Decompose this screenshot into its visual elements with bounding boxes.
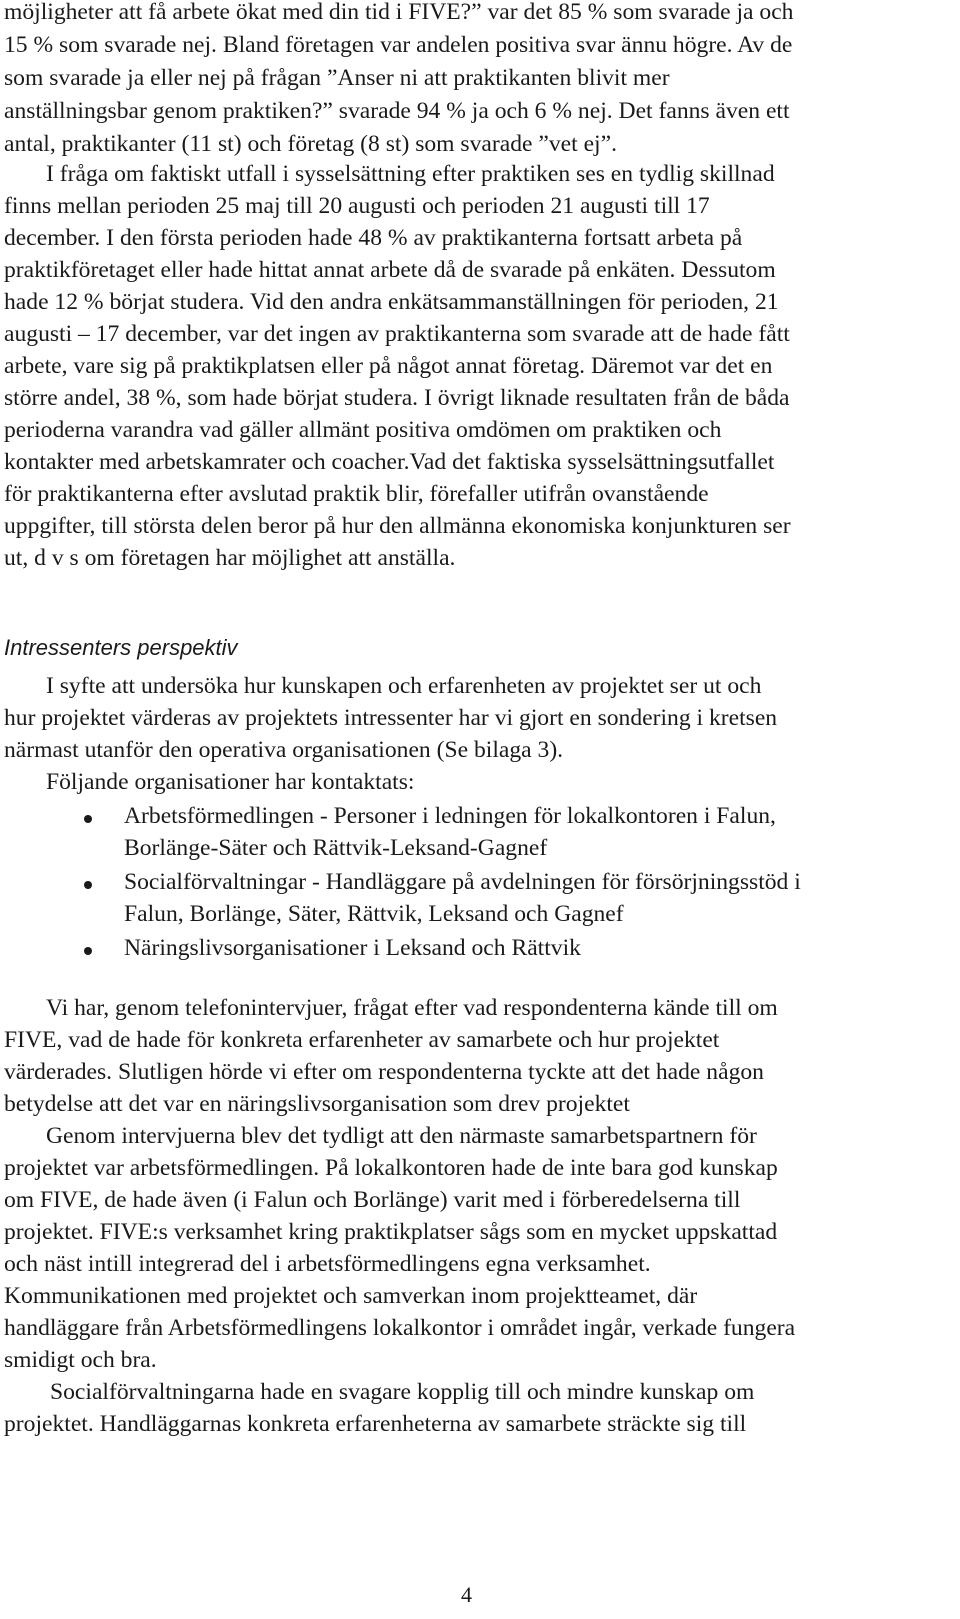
list-item-text: Näringslivsorganisationer i Leksand och Rättvik	[124, 935, 581, 961]
bullet-icon	[84, 881, 92, 889]
text-line: projektet var arbetsförmedlingen. På lokalkontoren hade de inte bara god kunskap	[4, 1155, 778, 1181]
text-line: hur projektet värderas av projektets intressenter har vi gjort en sondering i kretsen	[4, 705, 778, 731]
text-line: kontakter med arbetskamrater och coacher.Vad det faktiska sysselsättningsutfallet	[4, 449, 775, 475]
text-line: hade 12 % börjat studera. Vid den andra enkätsammanställningen för perioden, 21	[4, 289, 779, 315]
text-line: december. I den första perioden hade 48 % av praktikanterna fortsatt arbeta på	[4, 225, 743, 251]
text-line: 15 % som svarade nej. Bland företagen var andelen positiva svar ännu högre. Av de	[4, 32, 793, 58]
text-line: antal, praktikanter (11 st) och företag (8 st) som svarade ”vet ej”.	[4, 131, 617, 157]
list-item-text: Borlänge-Säter och Rättvik-Leksand-Gagnef	[124, 835, 548, 861]
text-line: Genom intervjuerna blev det tydligt att den närmaste samarbetspartnern för	[46, 1123, 757, 1149]
text-line: Socialförvaltningarna hade en svagare kopplig till och mindre kunskap om	[50, 1379, 755, 1405]
text-line: FIVE, vad de hade för konkreta erfarenheter av samarbete och hur projektet	[4, 1027, 720, 1053]
text-line: perioderna varandra vad gäller allmänt positiva omdömen om praktiken och	[4, 417, 722, 443]
text-line: smidigt och bra.	[4, 1347, 157, 1373]
text-line: Följande organisationer har kontaktats:	[46, 769, 415, 795]
text-line: I syfte att undersöka hur kunskapen och erfarenheten av projektet ser ut och	[46, 673, 762, 699]
text-line: arbete, vare sig på praktikplatsen eller på något annat företag. Däremot var det en	[4, 353, 773, 379]
text-line: om FIVE, de hade även (i Falun och Borlänge) varit med i förberedelserna till	[4, 1187, 741, 1213]
text-line: ut, d v s om företagen har möjlighet att anställa.	[4, 545, 456, 571]
page-number: 4	[461, 1582, 472, 1607]
section-heading: Intressenters perspektiv	[4, 635, 238, 660]
text-line: anställningsbar genom praktiken?” svarade 94 % ja och 6 % nej. Det fanns även ett	[4, 98, 790, 124]
text-line: för praktikanterna efter avslutad praktik blir, förefaller utifrån ovanstående	[4, 481, 709, 507]
text-line: som svarade ja eller nej på frågan ”Anser ni att praktikanten blivit mer	[4, 65, 670, 91]
list-item-text: Falun, Borlänge, Säter, Rättvik, Leksand och Gagnef	[124, 901, 624, 927]
text-line: praktikföretaget eller hade hittat annat arbete då de svarade på enkäten. Dessutom	[4, 257, 776, 283]
text-line: finns mellan perioden 25 maj till 20 augusti och perioden 21 augusti till 17	[4, 193, 710, 219]
list-item-text: Socialförvaltningar - Handläggare på avdelningen för försörjningsstöd i	[124, 869, 801, 895]
text-line: Kommunikationen med projektet och samverkan inom projektteamet, där	[4, 1283, 698, 1309]
text-line: närmast utanför den operativa organisationen (Se bilaga 3).	[4, 737, 564, 763]
text-line: I fråga om faktiskt utfall i sysselsättning efter praktiken ses en tydlig skillnad	[46, 161, 775, 187]
text-line: handläggare från Arbetsförmedlingens lokalkontor i området ingår, verkade fungera	[4, 1315, 796, 1341]
text-line: uppgifter, till största delen beror på hur den allmänna ekonomiska konjunkturen ser	[4, 513, 791, 539]
bullet-icon	[84, 947, 92, 955]
bullet-icon	[84, 815, 92, 823]
text-line: betydelse att det var en näringslivsorganisation som drev projektet	[4, 1091, 630, 1117]
text-line: värderades. Slutligen hörde vi efter om respondenterna tyckte att det hade någon	[4, 1059, 764, 1085]
text-line: och näst intill integrerad del i arbetsförmedlingens egna verksamhet.	[4, 1251, 651, 1277]
text-line: möjligheter att få arbete ökat med din tid i FIVE?” var det 85 % som svarade ja och	[4, 0, 794, 25]
list-item-text: Arbetsförmedlingen - Personer i ledningen för lokalkontoren i Falun,	[124, 803, 776, 829]
text-line: större andel, 38 %, som hade börjat studera. I övrigt liknade resultaten från de båda	[4, 385, 790, 411]
text-line: augusti – 17 december, var det ingen av praktikanterna som svarade att de hade fått	[4, 321, 790, 347]
text-line: projektet. Handläggarnas konkreta erfarenheterna av samarbete sträckte sig till	[4, 1411, 747, 1437]
text-line: projektet. FIVE:s verksamhet kring praktikplatser sågs som en mycket uppskattad	[4, 1219, 778, 1245]
text-line: Vi har, genom telefonintervjuer, frågat efter vad respondenterna kände till om	[46, 995, 778, 1021]
